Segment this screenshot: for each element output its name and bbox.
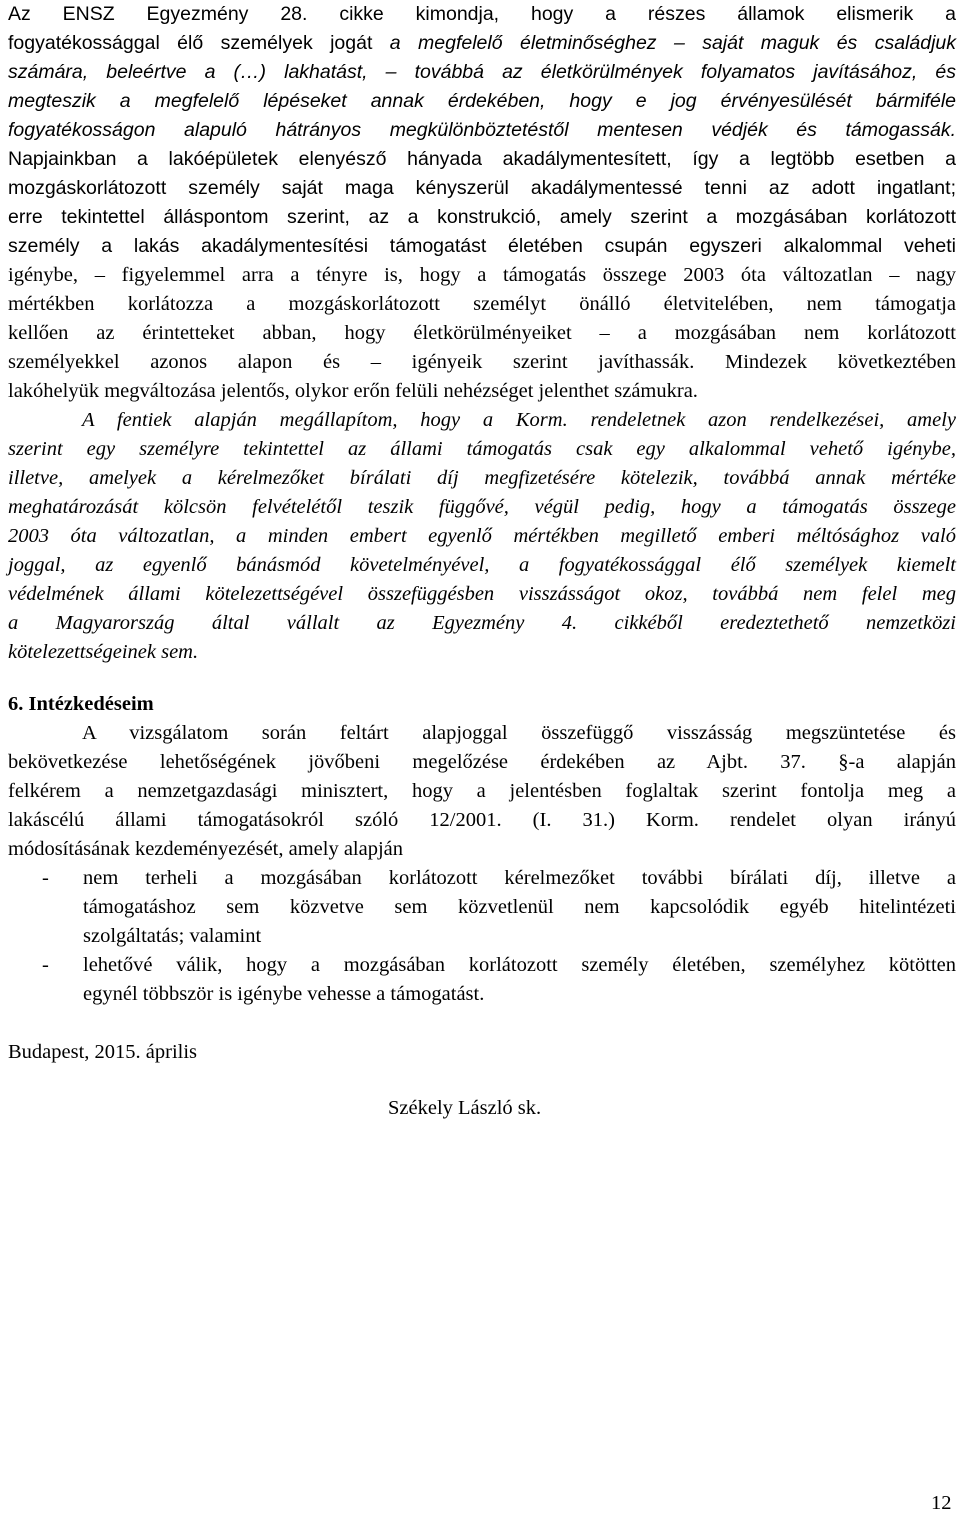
paragraph1-line-2 xyxy=(8,29,956,58)
paragraph3-line-3: felkérem a nemzetgazdasági minisztert, hogy a jelentésben foglaltak szerint fontolja meg a xyxy=(8,780,956,802)
paragraph2-line-8: a Magyarország által vállalt az Egyezmény 4. cikkéből eredeztethető nemzetközi xyxy=(8,612,956,634)
paragraph1-line-11: mértékben korlátozza a mozgáskorlátozott személyt önálló életvitelében, nem támogatja xyxy=(8,293,956,315)
bullet2-line-1: lehetővé válik, hogy a mozgásában korlátozott személy életében, személyhez kötötten xyxy=(83,954,956,976)
bullet-dash-2: - xyxy=(42,954,49,976)
bullet1-line-2: támogatáshoz sem közvetve sem közvetlenül nem kapcsolódik egyéb hitelintézeti xyxy=(83,896,956,918)
bullet-dash-1: - xyxy=(42,867,49,889)
paragraph1-line-12: kellően az érintetteket abban, hogy életkörülményeiket – a mozgásában nem korlátozott xyxy=(8,322,956,344)
paragraph2-line-7: védelmének állami kötelezettségével összefüggésben visszásságot okoz, továbbá nem felel meg xyxy=(8,583,956,605)
paragraph2-line-9: kötelezettségeinek sem. xyxy=(8,641,199,663)
paragraph1-line-14: lakóhelyük megváltozása jelentős, olykor erőn felüli nehézséget jelenthet számukra. xyxy=(8,380,698,402)
paragraph1-line-1: Az ENSZ Egyezmény 28. cikke kimondja, hogy a részes államok elismerik a xyxy=(8,3,956,25)
paragraph1-line-3: számára, beleértve a (…) lakhatást, – továbbá az életkörülmények folyamatos javításához, és xyxy=(8,61,956,83)
paragraph2-line-5: 2003 óta változatlan, a minden embert egyenlő mértékben megillető emberi méltósághoz való xyxy=(8,525,956,547)
paragraph2-line-2: szerint egy személyre tekintettel az állami támogatás csak egy alkalommal vehető igénybe, xyxy=(8,438,956,460)
bullet2-line-2: egynél többször is igénybe vehesse a támogatást. xyxy=(83,983,485,1005)
paragraph1-line-7: mozgáskorlátozott személy saját maga kényszerül akadálymentessé tenni az adott ingatlant; xyxy=(8,177,956,199)
paragraph1-line-4: megteszik a megfelelő lépéseket annak érdekében, hogy e jog érvényesülését bármiféle xyxy=(8,90,956,112)
paragraph1-line-13: személyekkel azonos alapon és – igényeik szerint javíthassák. Mindezek következtében xyxy=(8,351,956,373)
signature: Székely László sk. xyxy=(388,1097,542,1119)
bullet1-line-3: szolgáltatás; valamint xyxy=(83,925,262,947)
paragraph1-line-10: igénybe, – figyelemmel arra a tényre is, hogy a támogatás összege 2003 óta változatlan – nagy xyxy=(8,264,956,286)
paragraph1-line-9: személy a lakás akadálymentesítési támogatást életében csupán egyszeri alkalommal veheti xyxy=(8,235,956,257)
place-date: Budapest, 2015. április xyxy=(8,1041,198,1063)
paragraph2-line-1: A fentiek alapján megállapítom, hogy a Korm. rendeletnek azon rendelkezései, amely xyxy=(82,409,956,431)
p1-l2-italic: a megfelelő életminőséghez – saját maguk és családjuk xyxy=(389,32,956,54)
bullet1-line-1: nem terheli a mozgásában korlátozott kérelmezőket további bírálati díj, illetve a xyxy=(83,867,956,889)
paragraph3-line-2: bekövetkezése lehetőségének jövőbeni megelőzése érdekében az Ajbt. 37. §-a alapján xyxy=(8,751,956,773)
paragraph2-line-6: joggal, az egyenlő bánásmód követelményével, a fogyatékossággal élő személyek kiemelt xyxy=(8,554,956,576)
page-number: 12 xyxy=(931,1492,952,1514)
paragraph3-line-5: módosításának kezdeményezését, amely alapján xyxy=(8,838,404,860)
paragraph1-line-5: fogyatékosságon alapuló hátrányos megkülönböztetéstől mentesen védjék és támogassák. xyxy=(8,119,956,141)
section-heading: 6. Intézkedéseim xyxy=(8,693,154,715)
paragraph3-line-1: A vizsgálatom során feltárt alapjoggal összefüggő visszásság megszüntetése és xyxy=(82,722,956,744)
paragraph2-line-3: illetve, amelyek a kérelmezőket bírálati díj megfizetésére kötelezik, továbbá annak mértéke xyxy=(8,467,956,489)
paragraph2-line-4: meghatározását kölcsön felvételétől teszik függővé, végül pedig, hogy a támogatás összege xyxy=(8,496,956,518)
paragraph1-line-8: erre tekintettel álláspontom szerint, az a konstrukció, amely szerint a mozgásában korlátozott xyxy=(8,206,956,228)
paragraph3-line-4: lakáscélú állami támogatásokról szóló 12/2001. (I. 31.) Korm. rendelet olyan irányú xyxy=(8,809,956,831)
paragraph1-line-6: Napjainkban a lakóépületek elenyésző hányada akadálymentesített, így a legtöbb esetben a xyxy=(8,148,956,170)
p1-l2-normal: fogyatékossággal élő személyek jogát xyxy=(8,32,390,54)
